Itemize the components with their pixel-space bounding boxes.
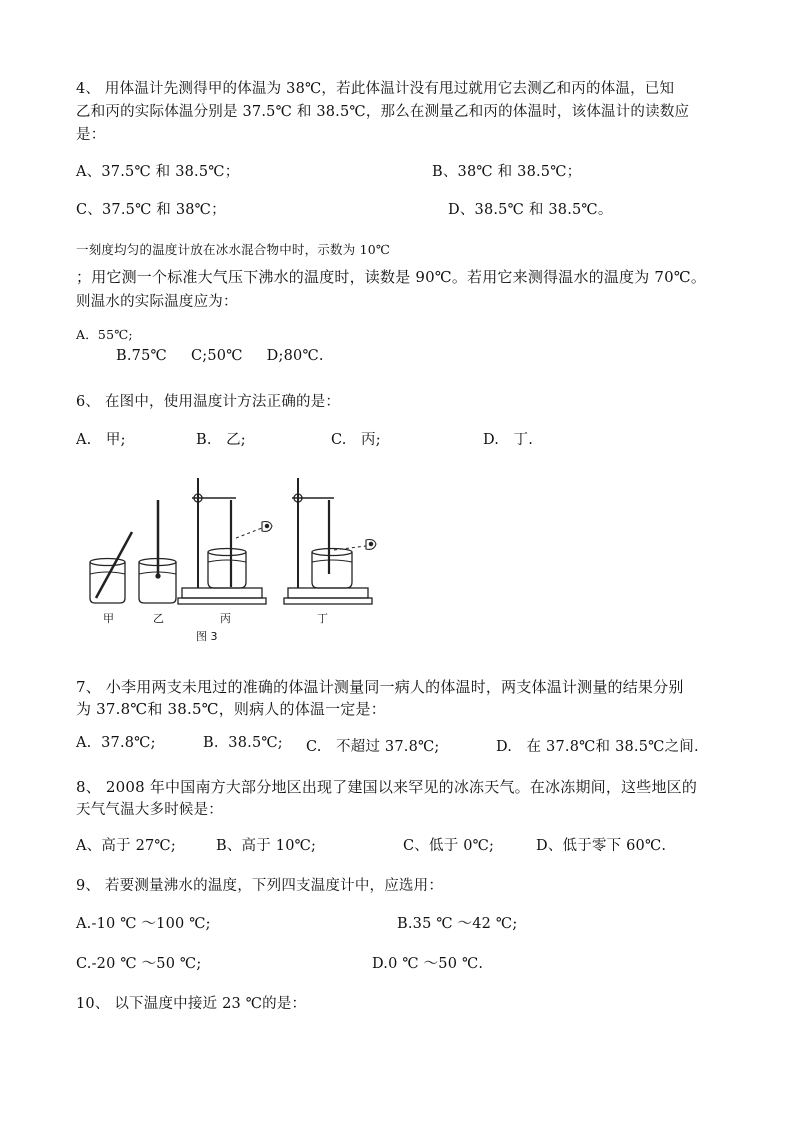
setup-yi [139,500,176,603]
q9-option-d: D.0 ℃ ～50 ℃. [372,956,484,972]
q9-option-a: A.-10 ℃ ～100 ℃; [76,916,211,932]
figure-label-yi: 乙 [153,612,164,625]
figure-label-jia: 甲 [103,612,114,625]
q4-option-a: A、37.5℃ 和 38.5℃； [76,164,240,180]
q4-stem-line2: 乙和丙的实际体温分别是 37.5℃ 和 38.5℃，那么在测量乙和丙的体温时，该体温计的读数应 [76,104,690,120]
q8-stem-line2: 天气气温大多时候是： [76,802,223,818]
q9-stem: 9、 若要测量沸水的温度，下列四支温度计中，应选用： [76,878,444,894]
q4-option-b: B、38℃ 和 38.5℃； [432,164,582,180]
setup-ding [284,478,376,604]
q4-stem-line3: 是： [76,127,106,143]
figure-label-ding: 丁 [317,612,328,625]
q4-option-d: D、38.5℃ 和 38.5℃。 [448,202,613,218]
figure-label-bing: 丙 [220,612,231,625]
thermometer-figure-drawing [76,470,396,648]
setup-bing [178,478,272,604]
thermometer-usage-figure [76,470,396,648]
q4-stem-line1: 4、 用体温计先测得甲的体温为 38℃，若此体温计没有甩过就用它去测乙和丙的体温，已知 [76,81,675,97]
q6-option-d: D. 丁. [483,432,534,448]
q5-stem-line3: 则温水的实际温度应为： [76,294,238,310]
q7-option-d: D. 在 37.8℃和 38.5℃之间. [496,739,699,755]
q5-option-a: A．55℃; [76,327,133,342]
q6-option-c: C. 丙; [331,432,381,448]
q8-option-c: C、低于 0℃; [403,838,495,854]
figure-caption: 图 3 [196,630,218,643]
q9-option-b: B.35 ℃ ～42 ℃; [397,916,518,932]
q8-option-b: B、高于 10℃; [216,838,317,854]
q8-stem-line1: 8、 2008 年中国南方大部分地区出现了建国以来罕见的冰冻天气。在冰冻期间，这些地区的 [76,778,698,796]
q7-option-b: B. 38.5℃; [203,735,283,751]
q8-option-a: A、高于 27℃; [76,838,176,854]
q9-option-c: C.-20 ℃ ～50 ℃; [76,956,202,972]
q7-option-c: C. 不超过 37.8℃; [306,739,440,755]
q5-stem-line2: ；用它测一个标准大气压下沸水的温度时，读数是 90℃。若用它来测得温水的温度为 70℃。 [76,268,707,286]
q6-stem: 6、 在图中，使用温度计方法正确的是： [76,394,341,410]
q4-option-c: C、37.5℃ 和 38℃； [76,202,226,218]
q7-option-a: A. 37.8℃; [76,735,156,751]
q7-stem-line2: 为 37.8℃和 38.5℃，则病人的体温一定是： [76,700,386,718]
q10-stem: 10、 以下温度中接近 23 ℃的是： [76,996,307,1012]
q5-options-bcd: B.75℃ C;50℃ D;80℃. [116,348,324,364]
q7-stem-line1: 7、 小李用两支未甩过的准确的体温计测量同一病人的体温时，两支体温计测量的结果分别 [76,678,684,696]
q8-option-d: D、低于零下 60℃. [536,838,667,854]
q5-stem-line1: 一刻度均匀的温度计放在冰水混合物中时，示数为 10℃ [76,242,391,257]
setup-jia [90,532,132,603]
q6-option-a: A. 甲; [76,432,126,448]
q6-option-b: B. 乙; [196,432,246,448]
